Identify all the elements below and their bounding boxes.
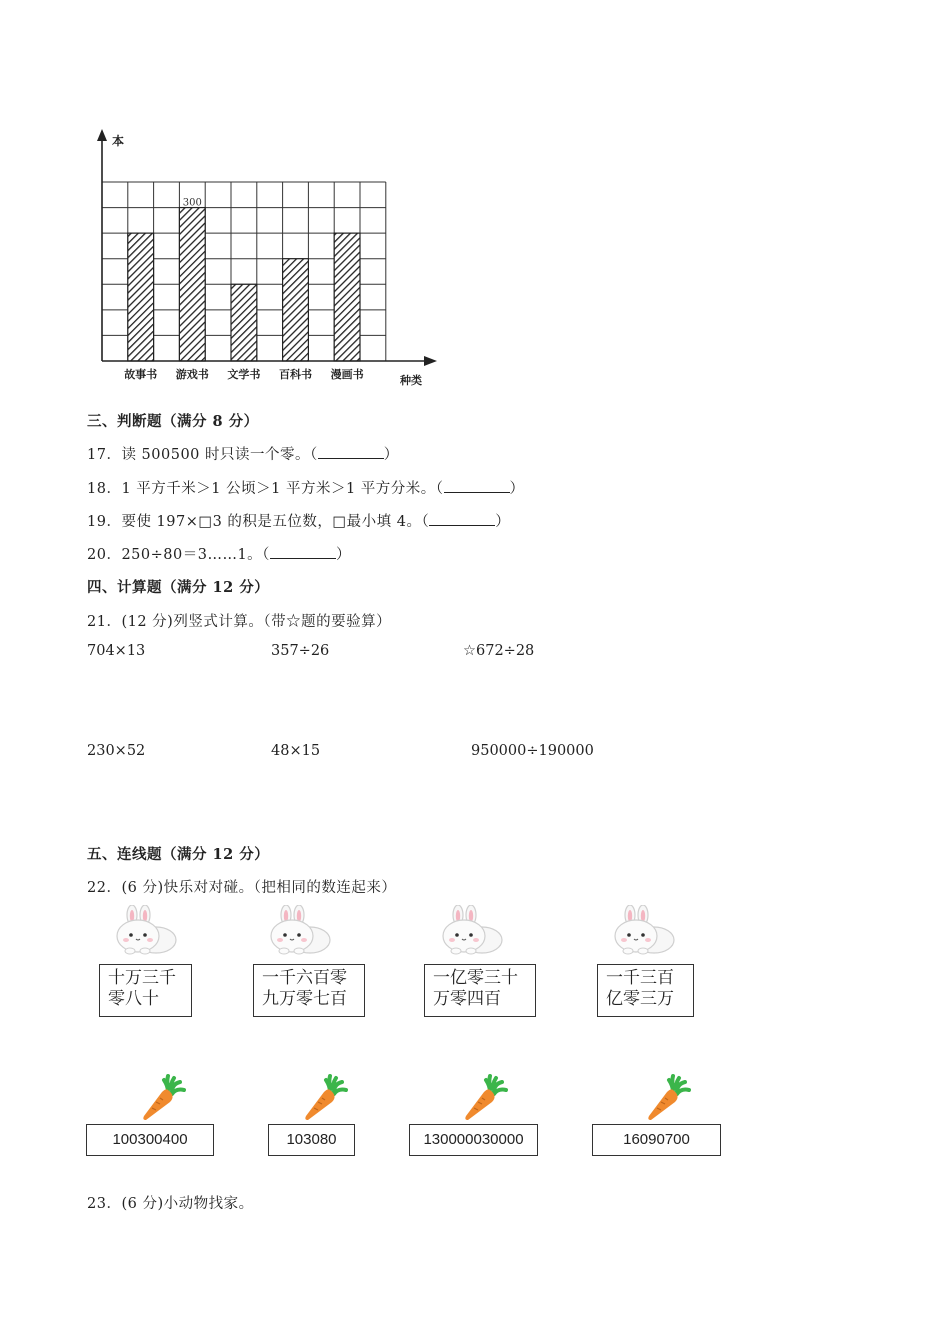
number-card[interactable]: 16090700 xyxy=(592,1124,721,1156)
carrot-icon xyxy=(643,1072,693,1122)
word-card-line: 零八十 xyxy=(108,989,159,1009)
word-card[interactable] xyxy=(253,964,365,1017)
bar-故事书 xyxy=(128,233,154,361)
tick-label: 文学书 xyxy=(227,368,261,381)
question-18 xyxy=(87,477,525,498)
carrot-icon xyxy=(300,1072,350,1122)
calc-item: 704×13 xyxy=(87,643,146,659)
number-card[interactable]: 130000030000 xyxy=(409,1124,538,1156)
word-card-line: 一千三百 xyxy=(606,968,674,988)
question-22: 22．(6 分)快乐对对碰。（把相同的数连起来） xyxy=(87,880,397,896)
rabbit-icon xyxy=(606,905,678,957)
rabbit-icon xyxy=(434,905,506,957)
bar-漫画书 xyxy=(334,233,360,361)
answer-blank-20[interactable] xyxy=(270,546,336,559)
bar-文学书 xyxy=(231,284,257,361)
question-18-text: 18．1 平方千米＞1 公顷＞1 平方米＞1 平方分米。（ xyxy=(87,481,444,497)
question-17 xyxy=(87,443,399,464)
calc-item: 950000÷190000 xyxy=(471,743,594,759)
section3-heading: 三、判断题（满分 8 分） xyxy=(87,413,259,430)
question-23: 23．(6 分)小动物找家。 xyxy=(87,1196,254,1212)
y-axis-label: 本 xyxy=(112,134,125,148)
rabbit-icon xyxy=(108,905,180,957)
calc-item: 357÷26 xyxy=(271,643,330,659)
word-card[interactable] xyxy=(597,964,694,1017)
question-17-text: 17．读 500500 时只读一个零。（ xyxy=(87,447,318,463)
question-20-close: ） xyxy=(335,547,351,563)
number-card[interactable]: 100300400 xyxy=(86,1124,214,1156)
question-18-close: ） xyxy=(509,481,525,497)
rabbit-icon xyxy=(262,905,334,957)
section4-heading: 四、计算题（满分 12 分） xyxy=(87,579,270,596)
calc-item: 48×15 xyxy=(271,743,321,759)
tick-label: 漫画书 xyxy=(330,368,364,381)
tick-label: 故事书 xyxy=(124,368,158,381)
bar-chart xyxy=(90,125,450,390)
word-card-line: 十万三千 xyxy=(108,968,176,988)
question-20 xyxy=(87,543,351,564)
bar-chart-svg xyxy=(90,125,450,390)
word-card-line: 亿零三万 xyxy=(606,989,674,1009)
question-19-text: 19．要使 197×□3 的积是五位数，□最小填 4。（ xyxy=(87,514,430,530)
carrot-icon xyxy=(460,1072,510,1122)
calc-item: ☆672÷28 xyxy=(463,643,535,659)
bar-百科书 xyxy=(283,259,309,361)
answer-blank-17[interactable] xyxy=(318,446,384,459)
carrot-icon xyxy=(138,1072,188,1122)
word-card[interactable] xyxy=(424,964,536,1017)
word-card-line: 九万零七百 xyxy=(262,989,347,1009)
question-21: 21．(12 分)列竖式计算。（带☆题的要验算） xyxy=(87,614,392,630)
word-card-line: 一亿零三十 xyxy=(433,968,518,988)
x-axis-arrow xyxy=(424,356,437,366)
answer-blank-19[interactable] xyxy=(429,513,495,526)
section5-heading: 五、连线题（满分 12 分） xyxy=(87,846,270,863)
number-card[interactable]: 103080 xyxy=(268,1124,355,1156)
y-axis-arrow xyxy=(97,129,107,141)
question-19 xyxy=(87,510,510,531)
question-20-text: 20．250÷80＝3……1。（ xyxy=(87,547,270,563)
calc-item: 230×52 xyxy=(87,743,146,759)
answer-blank-18[interactable] xyxy=(444,480,510,493)
data-label: 300 xyxy=(182,197,202,209)
question-19-close: ） xyxy=(495,514,511,530)
question-17-close: ） xyxy=(383,447,399,463)
word-card-line: 一千六百零 xyxy=(262,968,347,988)
tick-label: 百科书 xyxy=(279,368,312,381)
word-card-line: 万零四百 xyxy=(433,989,501,1009)
bar-游戏书 xyxy=(179,208,205,361)
x-axis-label: 种类 xyxy=(400,374,422,387)
word-card[interactable] xyxy=(99,964,192,1017)
tick-label: 游戏书 xyxy=(175,368,209,381)
